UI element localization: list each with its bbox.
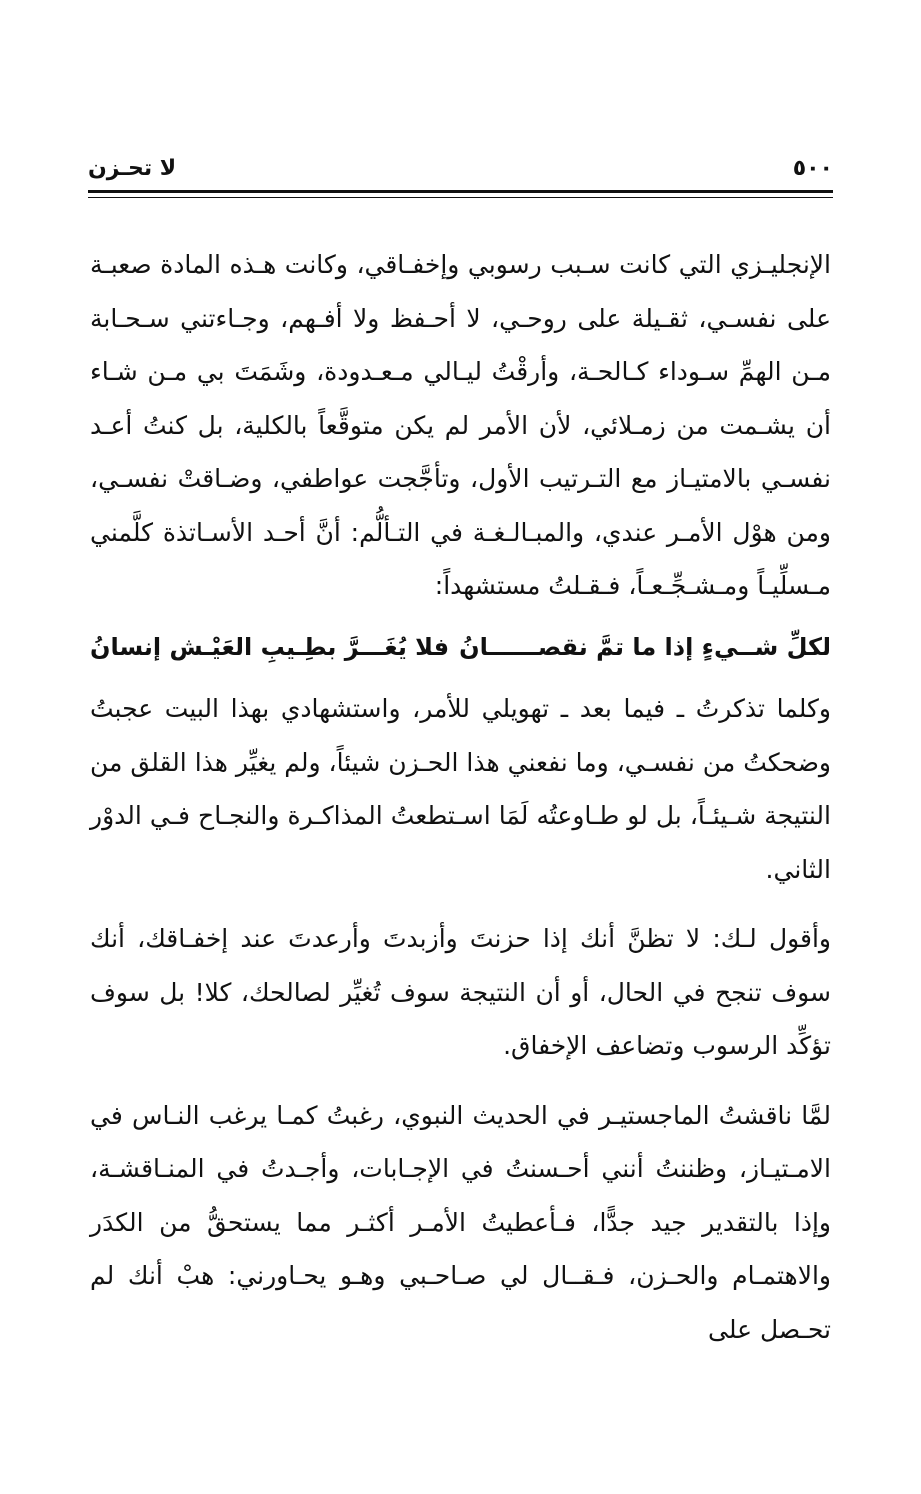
paragraph: وأقول لـك: لا تظنَّ أنك إذا حزنتَ وأزبدتَ وأرعدتَ عند إخفـاقك، أنك سوف تنجح في الحال، أو أن النتيجة سوف تُغيِّر لصالحك، كلا! بل سوف تؤكِّد الرسوب وتضاعف الإخفاق. [90,924,831,1060]
paragraph-gap [90,1073,831,1089]
page-body [90,238,831,1356]
paragraph: وكلما تذكرتُ ـ فيما بعد ـ تهويلي للأمر، واستشهادي بهذا البيت عجبتُ وضحكتُ من نفسـي، وما نفعني هذا الحـزن شيئاً، ولم يغيِّر هذا القلق من النتيجة شـيئـاً، بل لو طـاوعتُه لَمَا اسـتطعتُ المذاكـرة والنجـاح فـي الدوْر الثاني. [90,694,831,884]
verse-first-hemistich: لكلِّ شــيءٍ إذا ما تمَّ نقصــــــانُ [459,632,831,661]
paragraph-gap [90,896,831,912]
paragraph: لمَّا ناقشتُ الماجستيـر في الحديث النبوي، رغبتُ كمـا يرغب النـاس في الامـتيـاز، وظننتُ أنني أحـسنتُ في الإجـابات، وأجـدتُ في المنـاقشـة، وإذا بالتقدير جيد جدًّا، فـأعطيتُ الأمـر أكثـر مما يستحقُّ من الكدَر والاهتمـام والحـزن، فـقــال لي صـاحـبي وهـو يحـاورني: هبْ أنك لم تحـصل على [90,1100,831,1344]
header-rule-thin [88,197,833,198]
page-header [88,150,833,186]
page-number: ٥٠٠ [792,155,833,181]
header-rule-thick [88,190,833,193]
book-title: لا تحـزن [88,155,177,181]
verse-second-hemistich: فلا يُغَـــرَّ بطِـيبِ العَيْـش إنسانُ [90,632,450,661]
poetry-verse [90,621,831,675]
paragraph: الإنجليـزي التي كانت سـبب رسوبي وإخفـاقي، وكانت هـذه المادة صعبـة على نفسـي، ثقـيلة على روحـي، لا أحـفظ ولا أفـهم، وجـاءتني سـحـابة مـن الهمِّ سـوداء كـالحـة، وأرقْتُ ليـالي مـعـدودة، وشَمَتَ بي مـن شـاء أن يشـمت من زمـلائي، لأن الأمر لم يكن متوقَّعاً بالكلية، بل كنتُ أعـد نفسـي بالامتيـاز مع التـرتيب الأول، وتأجَّجت عواطفي، وضـاقتْ نفسـي، ومن هوْل الأمـر عندي، والمبـالـغـة في التـألُّم: أنَّ أحـد الأسـاتذة كلَّمني مـسلِّيـاً ومـشـجِّـعـاً، فـقـلتُ مستشهداً: [90,250,831,600]
